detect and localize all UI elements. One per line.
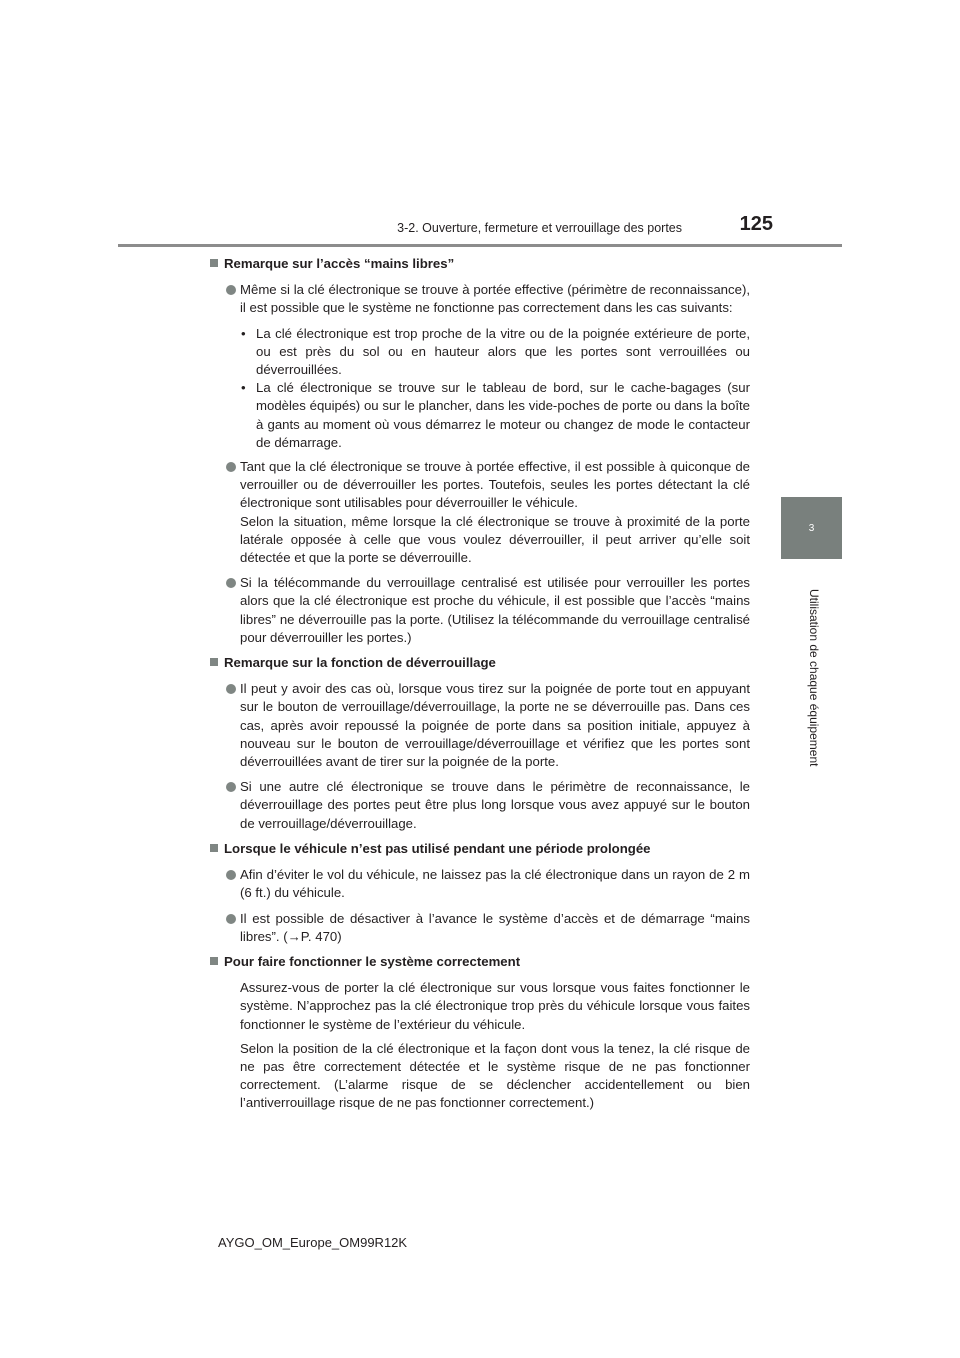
sub-list-item [210, 379, 750, 452]
page-number: 125 [739, 213, 773, 235]
list-item [210, 680, 750, 771]
document-footer: AYGO_OM_Europe_OM99R12K [218, 1235, 408, 1250]
list-item-text: Il peut y avoir des cas où, lorsque vous tirez sur la poignée de porte tout en appuyant sur le bouton de verrouillage/déverrouillage, la porte ne se déverrouille pas. Dans ces cas, après avoir repoussé la poignée de porte dans sa position initiale, appuyez à nouveau sur le bouton de verrouillage/déverrouillage et vérifiez que les portes sont déverrouillées avant de tirer sur la poignée de la porte. [240, 681, 750, 770]
list-item-text: Tant que la clé électronique se trouve à portée effective, il est possible à quiconque de verrouiller ou de déverrouiller les portes. Toutefois, seules les portes détectant la clé électronique sont utilisables pour déverrouiller le véhicule. [240, 459, 750, 511]
list-item [210, 866, 750, 902]
circle-bullet-icon [226, 684, 236, 694]
square-bullet-icon [210, 259, 218, 267]
heading-text: Lorsque le véhicule n’est pas utilisé pendant une période prolongée [224, 840, 651, 856]
circle-bullet-icon [226, 782, 236, 792]
section-heading [210, 654, 750, 672]
list-item [210, 778, 750, 833]
section-title: 3-2. Ouverture, fermeture et verrouillage des portes [397, 221, 682, 235]
list-item-text: Il est possible de désactiver à l’avance le système d’accès et de démarrage “mains libres”. (→P. 470) [240, 910, 750, 944]
chapter-label: Utilisation de chaque équipement [807, 589, 821, 767]
sub-list [210, 325, 750, 452]
list-item [210, 281, 750, 317]
list-item-text: Afin d’éviter le vol du véhicule, ne laissez pas la clé électronique dans un rayon de 2 m (6 ft.) du véhicule. [240, 867, 750, 901]
sub-list-item-text: La clé électronique est trop proche de la vitre ou de la poignée extérieure de porte, ou est près du sol ou en hauteur alors que les portes sont verrouillées ou déverrouillées. [256, 325, 750, 378]
list-item [210, 910, 750, 946]
square-bullet-icon [210, 844, 218, 852]
page-content [210, 255, 750, 1119]
circle-bullet-icon [226, 914, 236, 924]
section-heading [210, 953, 750, 971]
paragraph: Selon la position de la clé électronique et la façon dont vous la tenez, la clé risque de ne pas être correctement détectée et le système risque de ne pas fonctionner correctement. (L’alarme risque de se déclencher accidentellement ou bien l’antiverrouillage risque de ne pas fonctionner correctement.) [240, 1040, 750, 1111]
circle-bullet-icon [226, 462, 236, 472]
dot-marker-icon: • [241, 325, 246, 341]
square-bullet-icon [210, 658, 218, 666]
heading-text: Remarque sur l’accès “mains libres” [224, 256, 455, 271]
circle-bullet-icon [226, 578, 236, 588]
heading-text: Pour faire fonctionner le système correctement [224, 953, 521, 969]
sub-list-item [210, 325, 750, 380]
chapter-tab [781, 497, 842, 559]
list-item [210, 574, 750, 647]
list-item-text: Même si la clé électronique se trouve à portée effective (périmètre de reconnaissance), il est possible que le système ne fonctionne pas correctement dans les cas suivants: [240, 282, 750, 316]
circle-bullet-icon [226, 870, 236, 880]
section-heading [210, 840, 750, 858]
paragraph: Assurez-vous de porter la clé électronique sur vous lorsque vous faites fonctionner le système. N’approchez pas la clé électronique trop près du véhicule lorsque vous faites fonctionner le système de l’extérieur du véhicule. [240, 980, 750, 1032]
list-item-text: Selon la situation, même lorsque la clé électronique se trouve à proximité de la porte latérale opposée à celle que vous voulez déverrouiller, il peut arriver qu’elle soit détectée et que la porte se déverrouille. [240, 513, 750, 566]
section-heading [210, 255, 750, 273]
list-item-text: Si la télécommande du verrouillage centralisé est utilisée pour verrouiller les portes alors que la clé électronique est proche du véhicule, il est possible que l’accès “mains libres” ne déverrouille pas la porte. (Utilisez la télécommande du verrouillage centralisé pour déverrouiller les portes.) [240, 575, 750, 645]
square-bullet-icon [210, 957, 218, 965]
chapter-number: 3 [808, 523, 815, 534]
sub-list-item-text: La clé électronique se trouve sur le tableau de bord, sur le cache-bagages (sur modèles équipés) ou sur le plancher, dans les vide-poches de porte ou dans la boîte à gants au moment où vous démarrez le moteur ou changez de mode le contacteur de démarrage. [256, 380, 750, 450]
heading-text: Remarque sur la fonction de déverrouillage [224, 655, 496, 671]
list-item [210, 458, 750, 567]
list-item-text: Si une autre clé électronique se trouve dans le périmètre de reconnaissance, le déverrouillage des portes peut être plus long lorsque vous avez appuyé sur le bouton de verrouillage/déverrouillage. [240, 779, 750, 831]
circle-bullet-icon [226, 285, 236, 295]
header-divider [118, 244, 842, 247]
dot-marker-icon: • [241, 380, 246, 396]
